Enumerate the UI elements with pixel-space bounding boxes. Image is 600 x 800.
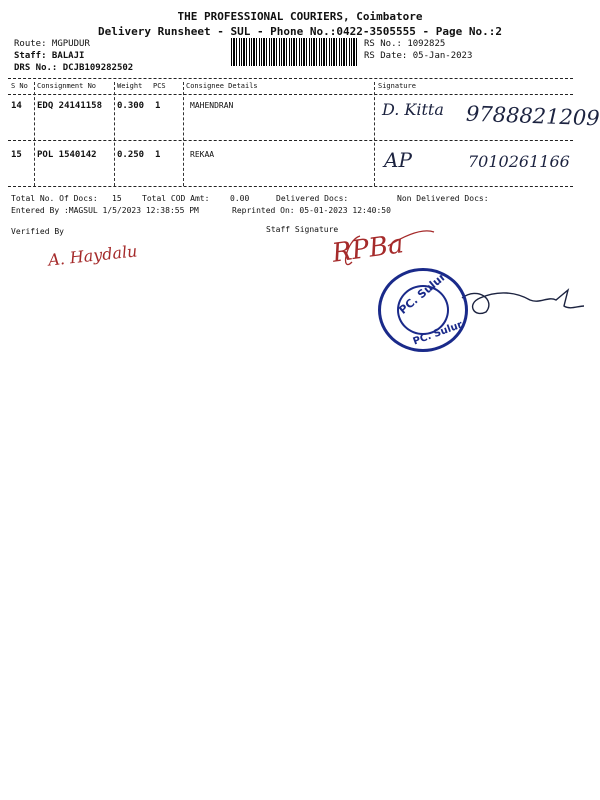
company-title: THE PROFESSIONAL COURIERS, Coimbatore (177, 10, 423, 23)
total-docs-label: Total No. Of Docs: (11, 194, 98, 203)
verified-by-label: Verified By (11, 227, 64, 236)
cod-label: Total COD Amt: (142, 194, 210, 203)
drs-number: DRS No.: DCJB109282502 (14, 63, 134, 73)
recipient-signature: AP (384, 148, 412, 172)
reprinted-on: Reprinted On: 05-01-2023 12:40:50 (232, 206, 391, 215)
col-pcs: PCS (153, 82, 166, 90)
staff-label: Staff: BALAJI (14, 51, 85, 61)
verifier-signature: A. Haydalu (47, 241, 139, 270)
row-pcs: 1 (155, 150, 161, 160)
col-weight: Weight (117, 82, 143, 90)
rs-date: RS Date: 05-Jan-2023 (364, 51, 473, 61)
total-docs-value: 15 (112, 194, 122, 203)
entered-by: Entered By :MAGSUL 1/5/2023 12:38:55 PM (11, 206, 199, 215)
rs-number: RS No.: 1092825 (364, 39, 446, 49)
non-delivered-docs-label: Non Delivered Docs: (397, 194, 489, 203)
row-consignee: MAHENDRAN (190, 101, 234, 110)
row-weight: 0.250 (117, 150, 145, 160)
row-sno: 14 (11, 101, 22, 111)
row-pcs: 1 (155, 101, 161, 111)
route-label: Route: MGPUDUR (14, 39, 90, 49)
recipient-phone: 7010261166 (468, 152, 570, 171)
recipient-signature: D. Kitta (382, 100, 444, 119)
row-sno: 15 (11, 150, 22, 160)
row-consignment: POL 1540142 (37, 150, 97, 160)
col-signature: Signature (378, 82, 416, 90)
recipient-phone: 9788821209 (465, 101, 600, 131)
cod-value: 0.00 (230, 194, 250, 203)
row-weight: 0.300 (117, 101, 145, 111)
staff-signature-label: Staff Signature (266, 225, 339, 234)
col-consignee: Consignee Details (186, 82, 258, 90)
delivered-docs-label: Delivered Docs: (276, 194, 349, 203)
staff-signature: RPBa (330, 229, 406, 269)
col-consignment: Consignment No (37, 82, 97, 90)
stamp-top-text: PC. Sulur (396, 270, 449, 317)
stamp-bottom-text: PC. Sulur (411, 319, 465, 348)
col-sno: S No (11, 82, 28, 90)
row-consignee: REKAA (190, 150, 215, 159)
row-consignment: EDQ 24141158 (37, 101, 103, 111)
runsheet-title: Delivery Runsheet - SUL - Phone No.:0422-3505555 - Page No.:2 (98, 25, 502, 38)
